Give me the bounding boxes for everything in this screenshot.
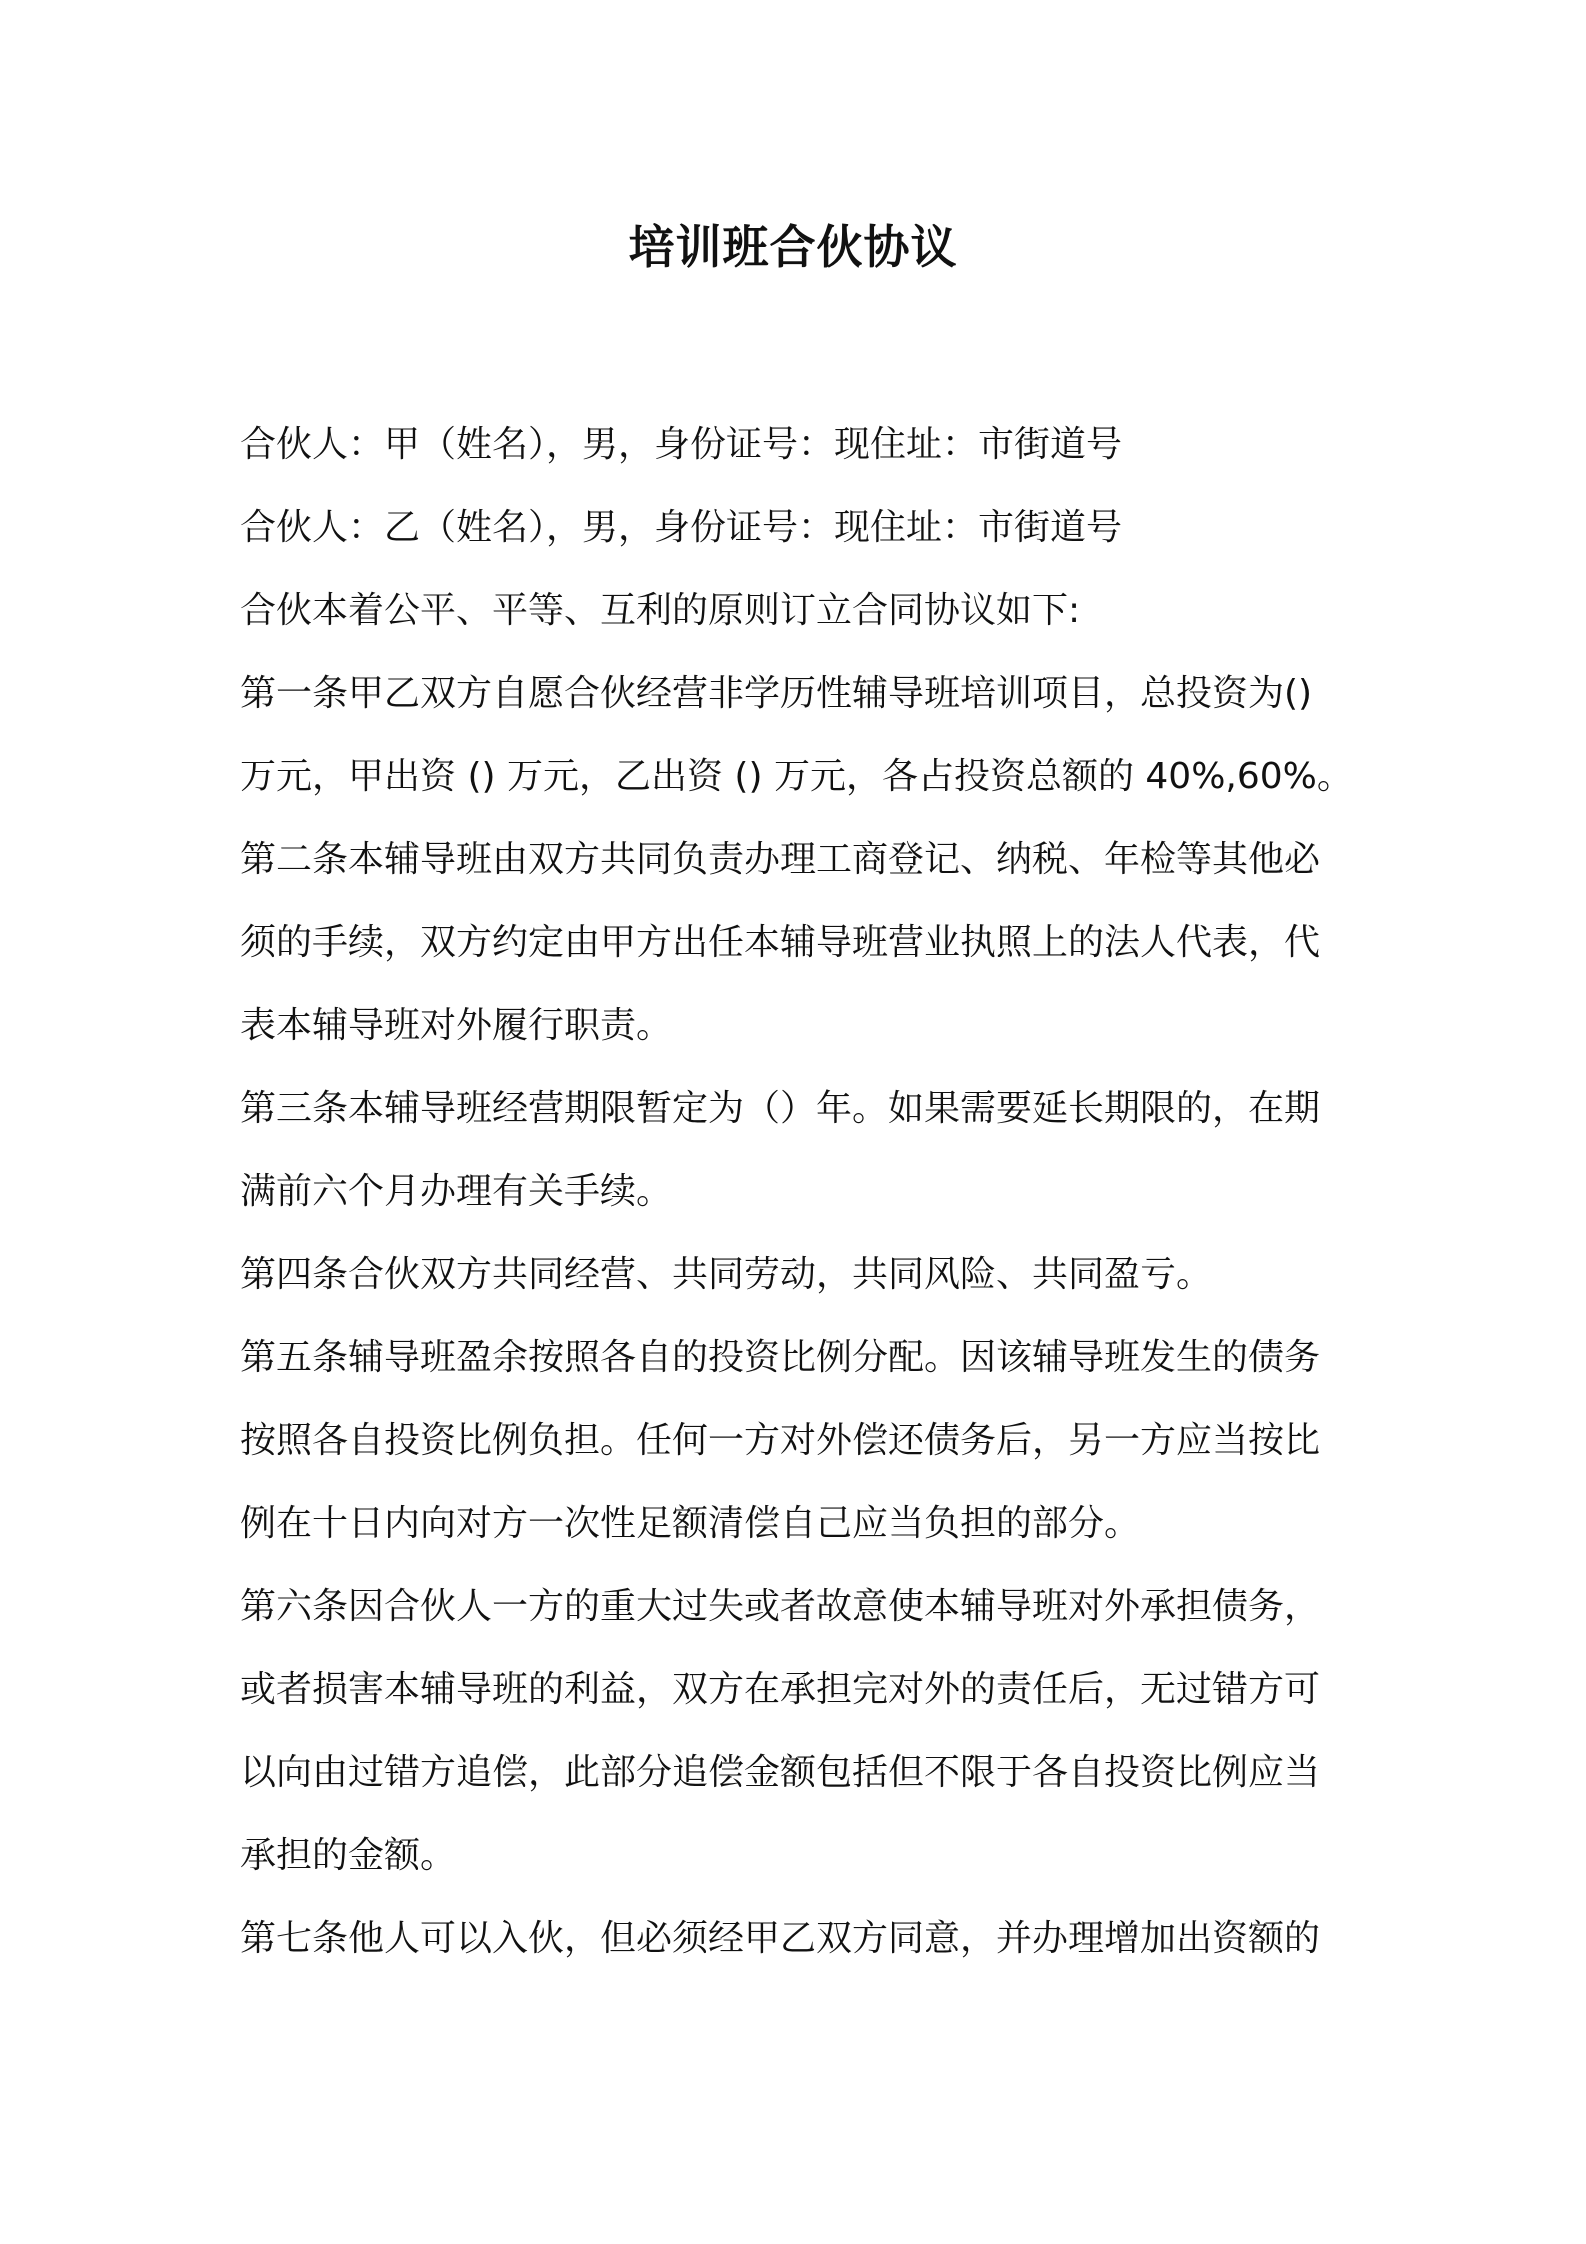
preamble-line: 合伙本着公平、平等、互利的原则订立合同协议如下: [240,590,1081,631]
article-7-line-1: 第七条他人可以入伙，但必须经甲乙双方同意，并办理增加出资额的 [240,1918,1321,1959]
document-title: 培训班合伙协议 [628,220,958,274]
article-3-line-1: 第三条本辅导班经营期限暂定为（）年。如果需要延长期限的，在期 [240,1088,1321,1129]
article-4-line-1: 第四条合伙双方共同经营、共同劳动，共同风险、共同盈亏。 [240,1254,1213,1295]
article-1-line-2: 万元，甲出资 () 万元，乙出资 () 万元，各占投资总额的 40%,60%。 [240,756,1353,797]
article-1-line-1: 第一条甲乙双方自愿合伙经营非学历性辅导班培训项目，总投资为() [240,673,1313,714]
article-2-line-1: 第二条本辅导班由双方共同负责办理工商登记、纳税、年检等其他必 [240,839,1321,880]
article-2-line-2: 须的手续，双方约定由甲方出任本辅导班营业执照上的法人代表，代 [240,922,1321,963]
article-5-line-2: 按照各自投资比例负担。任何一方对外偿还债务后，另一方应当按比 [240,1420,1321,1461]
article-6-line-1: 第六条因合伙人一方的重大过失或者故意使本辅导班对外承担债务， [240,1586,1321,1627]
article-6-line-4: 承担的金额。 [240,1835,457,1876]
article-5-line-3: 例在十日内向对方一次性足额清偿自己应当负担的部分。 [240,1503,1141,1544]
document-body [240,403,1360,1980]
partner-a-line: 合伙人：甲（姓名），男，身份证号：现住址：市街道号 [240,424,1123,465]
article-6-line-2: 或者损害本辅导班的利益，双方在承担完对外的责任后，无过错方可 [240,1669,1321,1710]
article-2-line-3: 表本辅导班对外履行职责。 [240,1005,673,1046]
article-3-line-2: 满前六个月办理有关手续。 [240,1171,673,1212]
article-6-line-3: 以向由过错方追偿，此部分追偿金额包括但不限于各自投资比例应当 [240,1752,1321,1793]
partner-b-line: 合伙人：乙（姓名），男，身份证号：现住址：市街道号 [240,507,1123,548]
article-5-line-1: 第五条辅导班盈余按照各自的投资比例分配。因该辅导班发生的债务 [240,1337,1321,1378]
